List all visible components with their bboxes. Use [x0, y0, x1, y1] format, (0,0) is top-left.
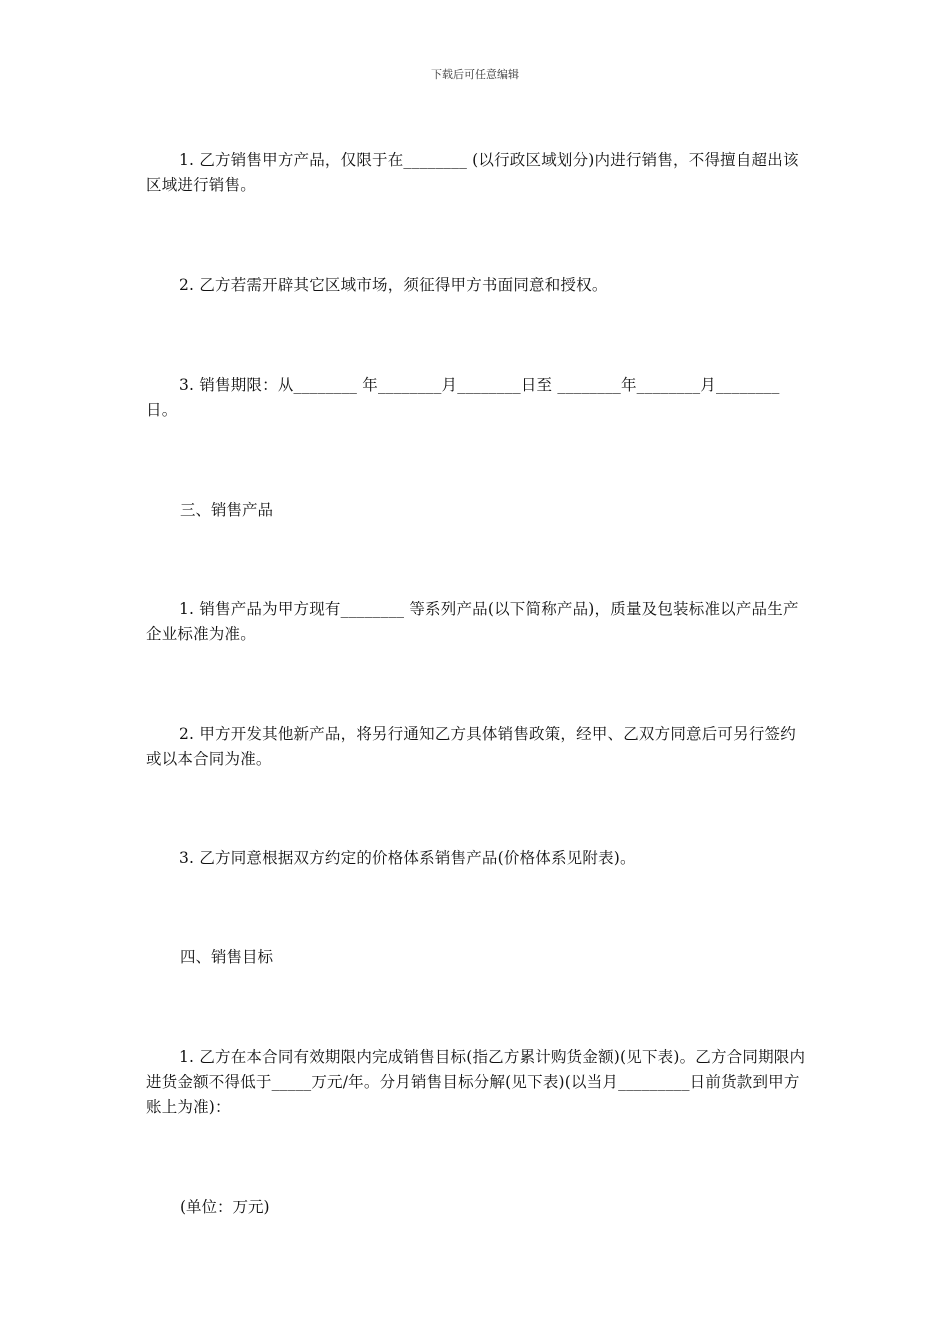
clause-region-limit: 1. 乙方销售甲方产品，仅限于在________ (以行政区域划分)内进行销售，不得擅自超出该区域进行销售。: [146, 151, 799, 194]
unit-note: (单位：万元): [180, 1198, 270, 1216]
clause-sales-target: 1. 乙方在本合同有效期限内完成销售目标(指乙方累计购货金额)(见下表)。乙方合同期限内进货金额不得低于_____万元/年。分月销售目标分解(见下表)(以当月_________日前货款到甲方账上为准)：: [146, 1048, 806, 1116]
clause-sales-period: 3. 销售期限：从________ 年________月________日至 ________年________月________日。: [146, 376, 780, 419]
section-heading-targets: 四、销售目标: [180, 948, 274, 966]
page-header: 下载后可任意编辑: [431, 68, 519, 81]
clause-new-products: 2. 甲方开发其他新产品，将另行通知乙方具体销售政策，经甲、乙双方同意后可另行签约或以本合同为准。: [146, 725, 796, 768]
section-heading-products: 三、销售产品: [180, 501, 274, 519]
clause-products: 1. 销售产品为甲方现有________ 等系列产品(以下简称产品)，质量及包装标准以产品生产企业标准为准。: [146, 600, 799, 643]
clause-other-region: 2. 乙方若需开辟其它区域市场，须征得甲方书面同意和授权。: [179, 276, 608, 294]
clause-price-system: 3. 乙方同意根据双方约定的价格体系销售产品(价格体系见附表)。: [179, 849, 636, 867]
